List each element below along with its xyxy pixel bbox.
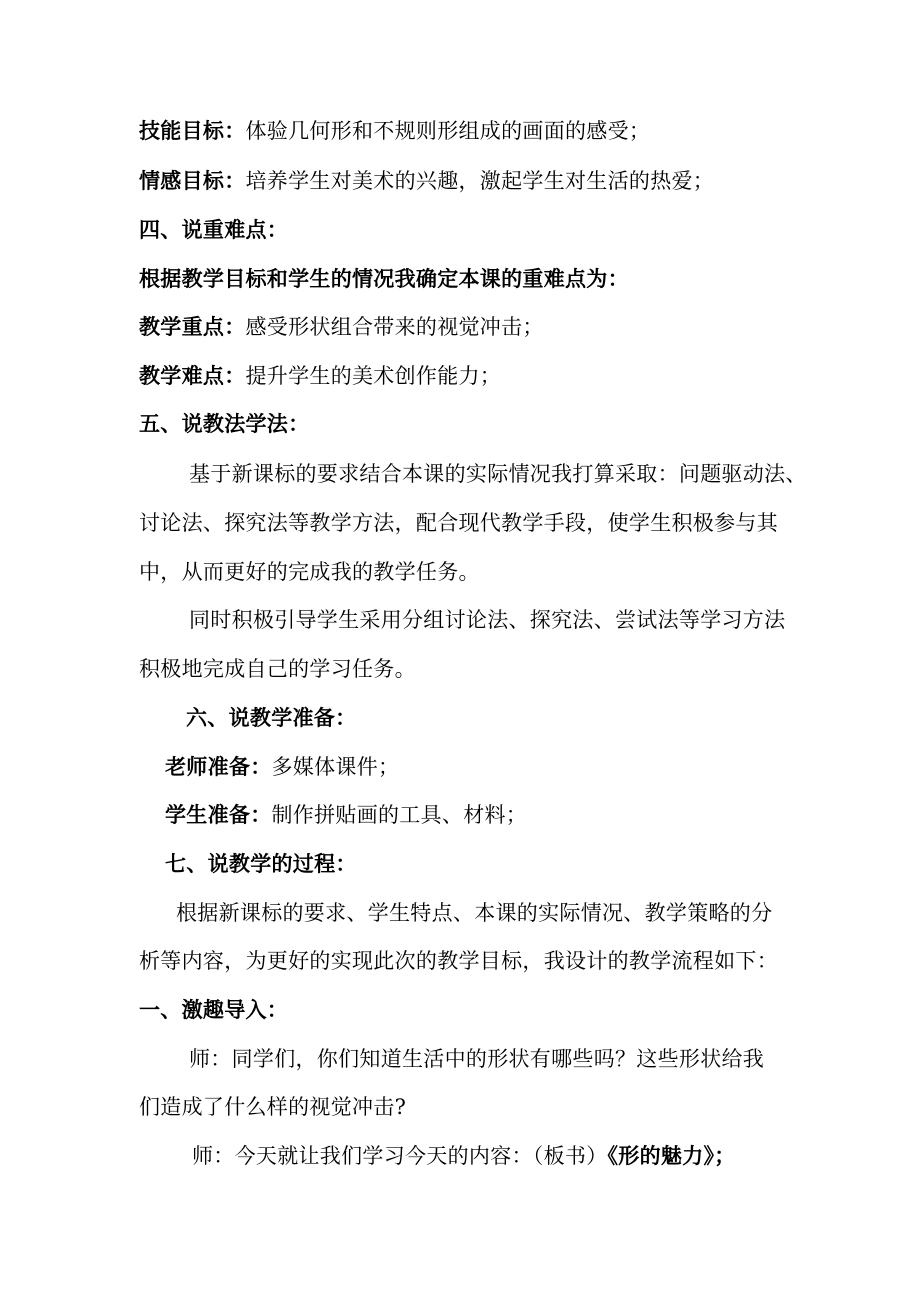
teaching-focus-line [139, 312, 544, 342]
paragraph-line: 中，从而更好的完成我的教学任务。 [139, 560, 480, 584]
teaching-difficulty-line [139, 361, 501, 391]
emotion-goal-text: 培养学生对美术的兴趣，激起学生对生活的热爱； [245, 169, 715, 193]
skill-goal-label: 技能目标： [139, 118, 246, 143]
teaching-focus-label: 教学重点： [139, 314, 246, 339]
section-heading-preparation: 六、说教学准备： [186, 705, 357, 730]
final-line-text: 师：今天就让我们学习今天的内容：（板书） [192, 1144, 608, 1168]
lesson-title: 《形的魅力》； [607, 1143, 736, 1168]
section-heading-intro: 一、激趣导入： [139, 997, 289, 1022]
student-prep-label: 学生准备： [165, 802, 272, 827]
final-line [192, 1141, 736, 1171]
paragraph-line: 同时积极引导学生采用分组讨论法、探究法、尝试法等学习方法 [189, 608, 786, 632]
student-prep-text: 制作拼贴画的工具、材料； [271, 803, 528, 827]
skill-goal-line [139, 116, 650, 146]
student-prep-line [165, 800, 527, 830]
teacher-prep-line [165, 752, 399, 782]
teaching-difficulty-text: 提升学生的美术创作能力； [245, 364, 502, 388]
paragraph-line: 积极地完成自己的学习任务。 [139, 657, 416, 681]
teaching-focus-text: 感受形状组合带来的视觉冲击； [245, 315, 544, 339]
section-heading-methods: 五、说教法学法： [139, 411, 310, 436]
emotion-goal-line [139, 166, 714, 196]
teaching-difficulty-label: 教学难点： [139, 363, 246, 388]
section-heading-process: 七、说教学的过程： [165, 851, 357, 876]
teacher-prep-label: 老师准备： [165, 754, 272, 779]
section-heading-key-points: 四、说重难点： [139, 217, 289, 242]
skill-goal-text: 体验几何形和不规则形组成的画面的感受； [245, 119, 651, 143]
paragraph-line: 基于新课标的要求结合本课的实际情况我打算采取：问题驱动法、 [189, 462, 807, 486]
teacher-prep-text: 多媒体课件； [271, 755, 400, 779]
paragraph-line: 们造成了什么样的视觉冲击? [139, 1095, 407, 1119]
key-points-intro: 根据教学目标和学生的情况我确定本课的重难点为： [139, 266, 629, 291]
paragraph-line: 师：同学们，你们知道生活中的形状有哪些吗？这些形状给我 [189, 1047, 765, 1071]
emotion-goal-label: 情感目标： [139, 168, 246, 193]
paragraph-line: 讨论法、探究法等教学方法，配合现代教学手段，使学生积极参与其 [139, 511, 778, 535]
paragraph-line: 根据新课标的要求、学生特点、本课的实际情况、教学策略的分 [176, 901, 773, 925]
paragraph-line: 析等内容，为更好的实现此次的教学目标，我设计的教学流程如下： [139, 949, 778, 973]
